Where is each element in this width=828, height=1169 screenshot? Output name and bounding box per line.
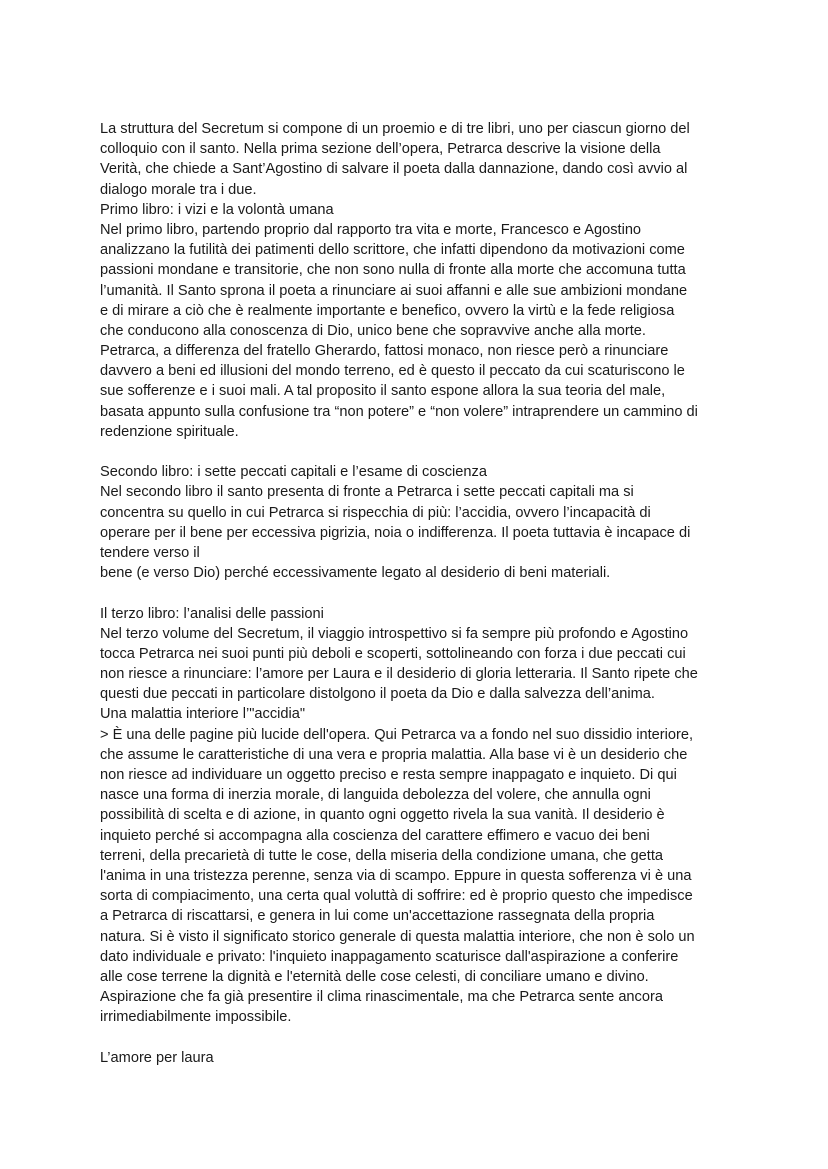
text-line: passioni mondane e transitorie, che non sono nulla di fronte alla morte che accomuna tutta [100, 262, 686, 279]
text-line: Nel terzo volume del Secretum, il viaggio introspettivo si fa sempre più profondo e Agostino [100, 625, 689, 642]
text-line: alle cose terrene la dignità e l'eternità delle cose celesti, di conciliare umano e divino. [100, 968, 649, 985]
text-line: Nel secondo libro il santo presenta di fronte a Petrarca i sette peccati capitali ma si [100, 484, 634, 501]
text-line: non riesce a rinunciare: l’amore per Laura e il desiderio di gloria letteraria. Il Santo ripete che [100, 666, 698, 683]
text-line: tendere verso il [100, 544, 200, 561]
text-line: che conducono alla conoscenza di Dio, unico bene che sopravvive anche alla morte. [100, 322, 646, 339]
text-line: redenzione spirituale. [100, 423, 239, 440]
text-line: l'anima in una tristezza perenne, senza via di scampo. Eppure in questa sofferenza vi è una [100, 867, 692, 884]
text-line: Nel primo libro, partendo proprio dal rapporto tra vita e morte, Francesco e Agostino [100, 221, 642, 238]
text-line: questi due peccati in particolare distolgono il poeta da Dio e dalla salvezza dell’anima. [100, 686, 655, 703]
section-heading: Secondo libro: i sette peccati capitali e l’esame di coscienza [100, 464, 487, 481]
text-line: davvero a beni ed illusioni del mondo terreno, ed è questo il peccato da cui scaturiscono le [100, 363, 685, 380]
text-line: analizzano la futilità dei patimenti dello scrittore, che infatti dipendono da motivazioni come [100, 242, 685, 259]
document-body [100, 119, 760, 1068]
text-line: che assume le caratteristiche di una vera e propria malattia. Alla base vi è un desiderio che [100, 746, 688, 763]
text-line: e di mirare a ciò che è realmente importante e benefico, ovvero la virtù e la fede religiosa [100, 302, 675, 319]
blank-line [100, 1027, 760, 1047]
blank-line [100, 442, 760, 462]
text-line: irrimediabilmente impossibile. [100, 1009, 292, 1026]
text-line: Petrarca, a differenza del fratello Gherardo, fattosi monaco, non riesce però a rinunciare [100, 343, 669, 360]
text-line: colloquio con il santo. Nella prima sezione dell’opera, Petrarca descrive la visione della [100, 141, 661, 158]
text-line: inquieto perché si accompagna alla coscienza del carattere effimero e vacuo dei beni [100, 827, 650, 844]
blank-line [100, 583, 760, 603]
text-line: dato individuale e privato: l'inquieto inappagamento scaturisce dall'aspirazione a conferire [100, 948, 679, 965]
text-line: > È una delle pagine più lucide dell'opera. Qui Petrarca va a fondo nel suo dissidio interiore, [100, 726, 693, 743]
text-line: Verità, che chiede a Sant’Agostino di salvare il poeta dalla dannazione, dando così avvio al [100, 161, 688, 178]
text-line: terreni, della precarietà di tutte le cose, della miseria della condizione umana, che getta [100, 847, 663, 864]
text-line: concentra su quello in cui Petrarca si rispecchia di più: l’accidia, ovvero l’incapacità di [100, 504, 651, 521]
text-line: basata appunto sulla confusione tra “non potere” e “non volere” intraprendere un cammino di [100, 403, 698, 420]
section-heading: Primo libro: i vizi e la volontà umana [100, 201, 334, 218]
text-line: non riesce ad individuare un oggetto preciso e resta sempre inappagato e inquieto. Di qui [100, 767, 677, 783]
text-line: La struttura del Secretum si compone di un proemio e di tre libri, uno per ciascun giorno del [100, 121, 690, 137]
text-line: a Petrarca di riscattarsi, e genera in lui come un'accettazione rassegnata della propria [100, 908, 655, 925]
section-heading: Una malattia interiore l’"accidia" [100, 706, 306, 723]
text-line: operare per il bene per eccessiva pigrizia, noia o indifferenza. Il poeta tuttavia è incapace di [100, 524, 691, 541]
text-line: tocca Petrarca nei suoi punti più deboli e scoperti, sottolineando con forza i due peccati cui [100, 645, 686, 662]
section-heading: Il terzo libro: l’analisi delle passioni [100, 605, 324, 622]
text-line: possibilità di scelta e di azione, in quanto ogni oggetto rivela la sua vanità. Il desiderio è [100, 807, 665, 824]
text-line: dialogo morale tra i due. [100, 181, 257, 198]
section-heading: L’amore per laura [100, 1049, 214, 1066]
text-line: Aspirazione che fa già presentire il clima rinascimentale, ma che Petrarca sente ancora [100, 989, 663, 1006]
text-line: nasce una forma di inerzia morale, di languida debolezza del volere, che annulla ogni [100, 787, 651, 804]
text-line: bene (e verso Dio) perché eccessivamente legato al desiderio di beni materiali. [100, 565, 611, 582]
text-line: natura. Si è visto il significato storico generale di questa malattia interiore, che non è solo un [100, 928, 695, 945]
text-line: sorta di compiacimento, una certa qual voluttà di soffrire: ed è proprio questo che impedisce [100, 888, 693, 905]
text-line: sue sofferenze e i suoi mali. A tal proposito il santo espone allora la sua teoria del male, [100, 383, 666, 400]
text-line: l’umanità. Il Santo sprona il poeta a rinunciare ai suoi affanni e alle sue ambizioni mondane [100, 282, 688, 299]
